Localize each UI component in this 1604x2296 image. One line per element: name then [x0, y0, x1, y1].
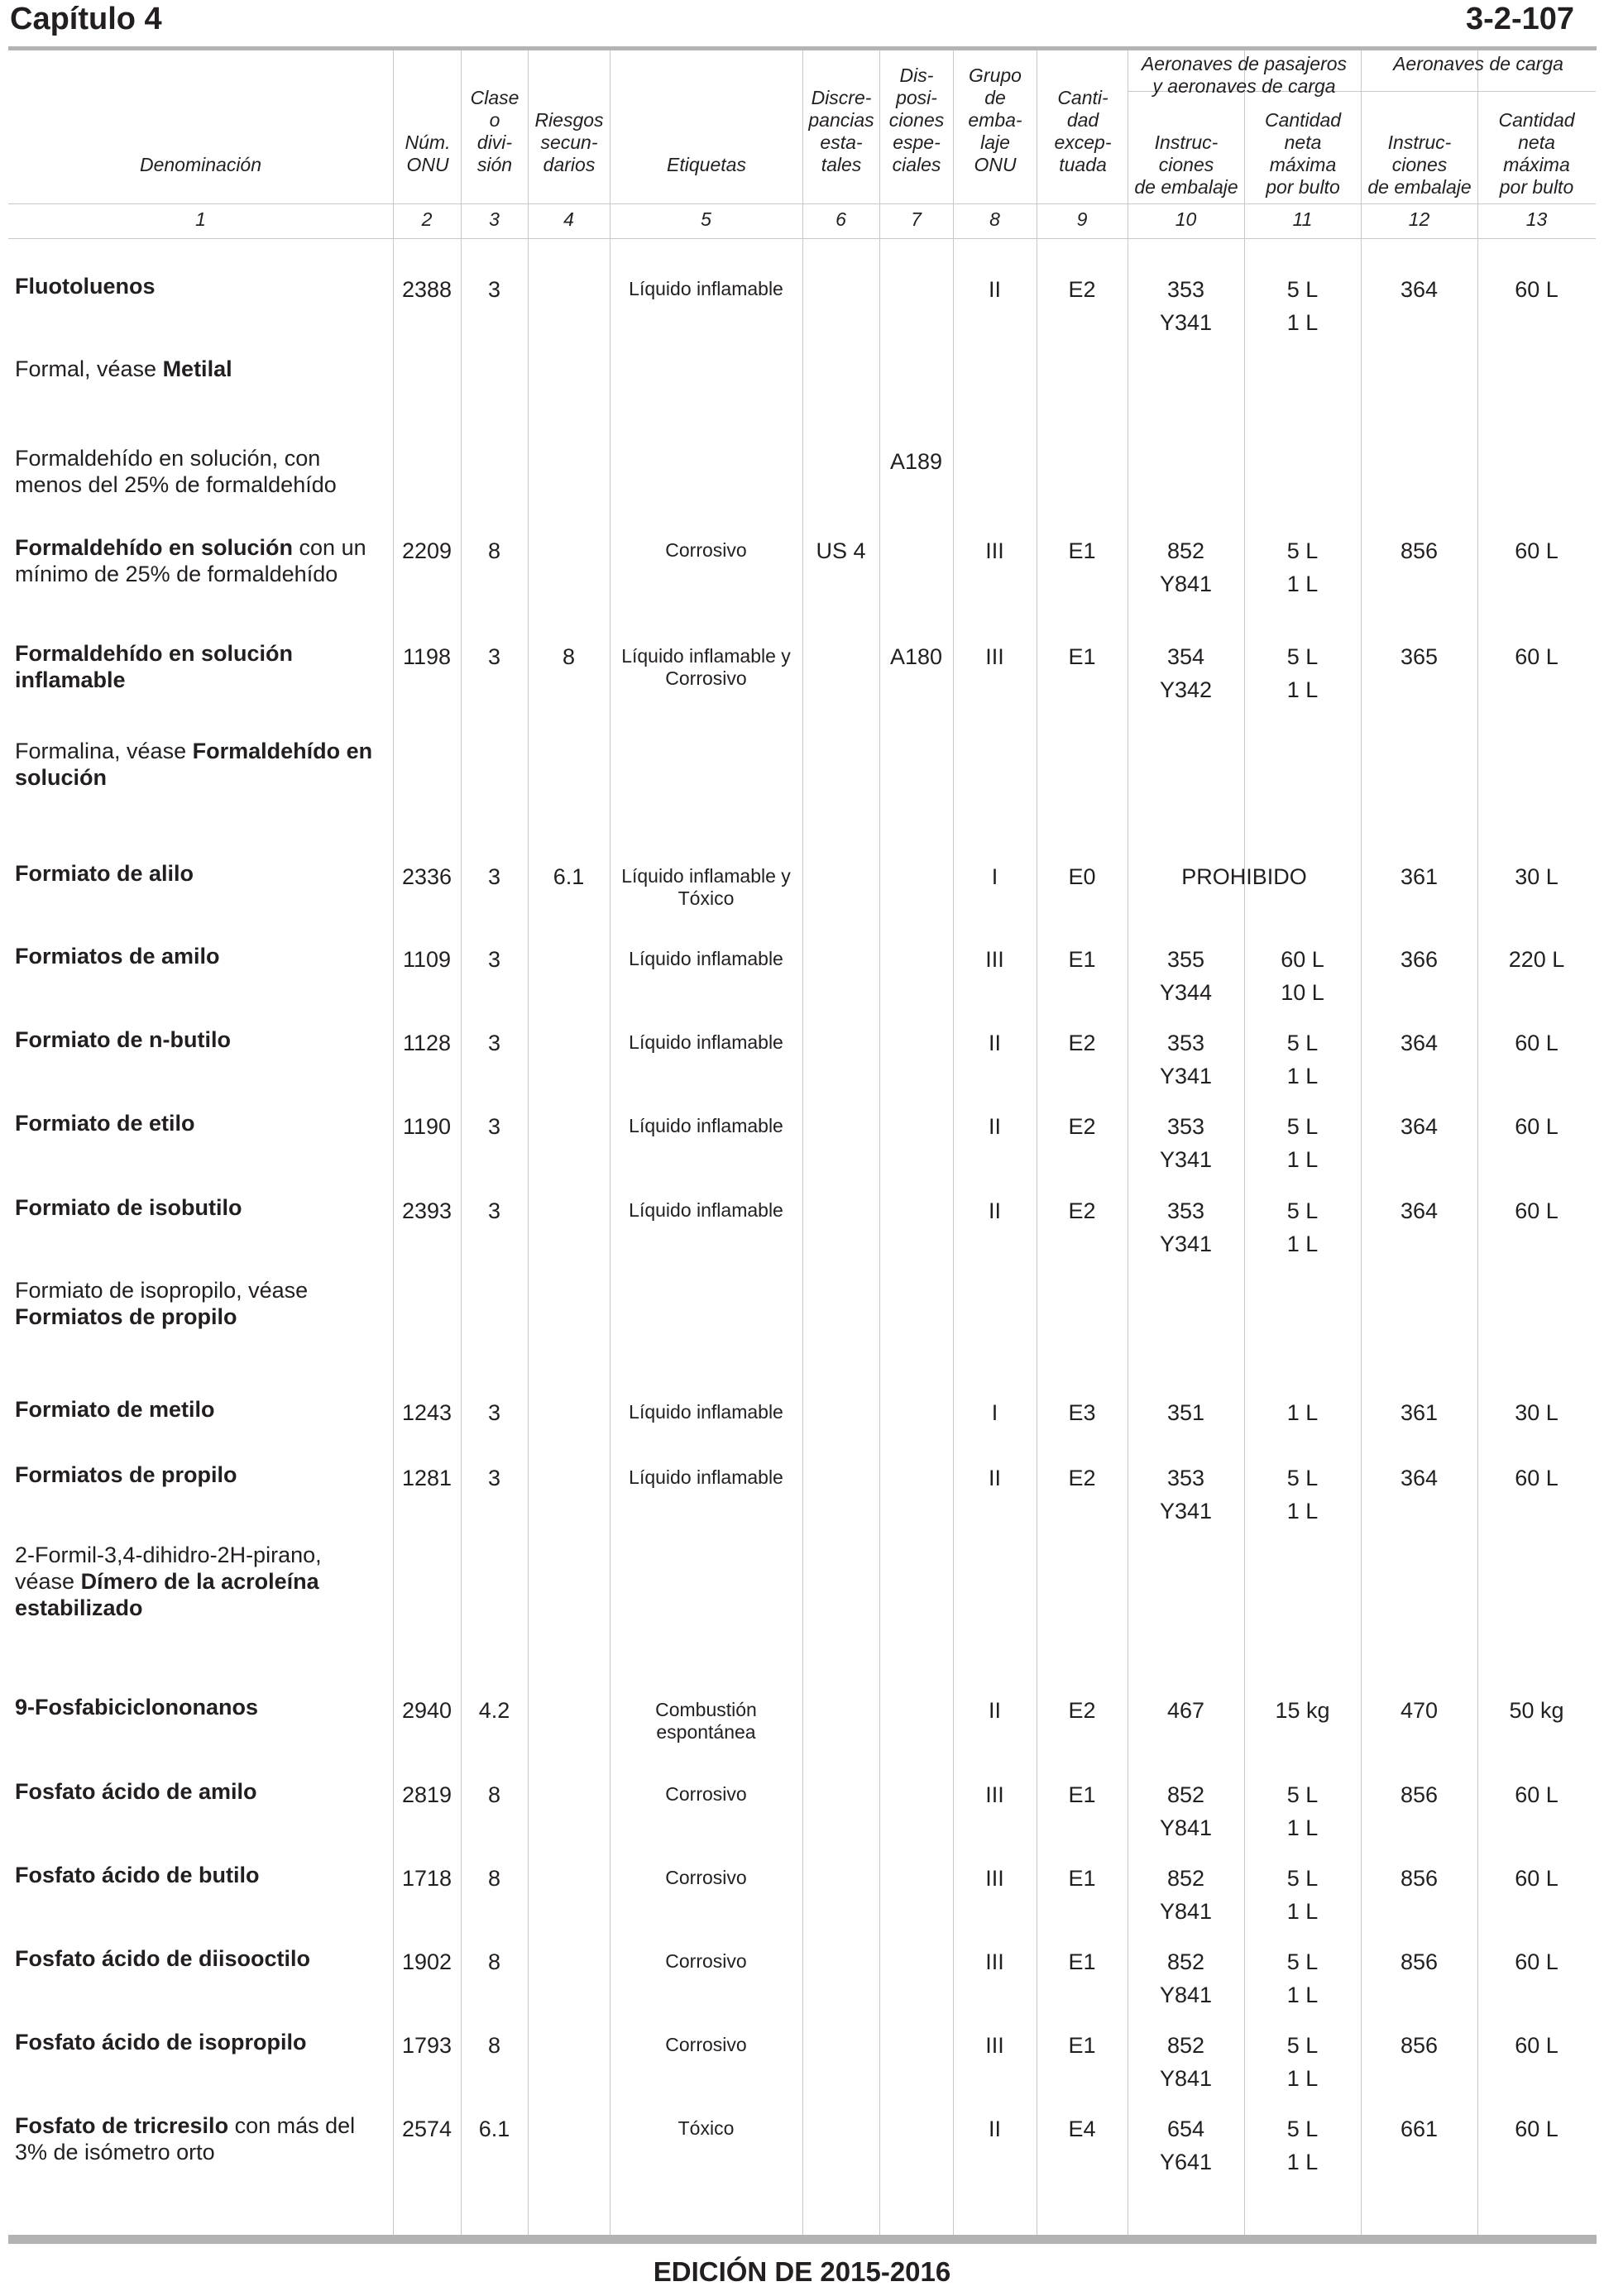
substance-name-bold: Formiato de n-butilo — [15, 1027, 231, 1052]
packing-group: III — [985, 947, 1004, 972]
max-quantity-cargo: 60 L — [1515, 1782, 1559, 1807]
excepted-quantity: E1 — [1068, 2033, 1096, 2058]
substance-name-bold: Formiato de isobutilo — [15, 1195, 242, 1220]
hazard-label: Líquido inflamable y Corrosivo — [621, 645, 791, 689]
header-divider — [8, 203, 1596, 204]
hazard-label: Líquido inflamable — [629, 1199, 783, 1221]
packing-group: III — [985, 2033, 1004, 2058]
substance-name — [15, 1542, 387, 1621]
header-denominacion: Denominación — [139, 154, 262, 175]
substance-name-bold: Fosfato ácido de isopropilo — [15, 2030, 307, 2054]
group-header-cargo: Aeronaves de carga — [1393, 53, 1563, 74]
packing-group: II — [988, 277, 1001, 302]
max-quantity-passenger: 5 L 1 L — [1286, 1466, 1319, 1523]
packing-group: III — [985, 1866, 1004, 1891]
max-quantity-passenger: 5 L 1 L — [1286, 2033, 1319, 2091]
column-number: 12 — [1408, 208, 1430, 230]
substance-name-bold: Dímero de la acroleína estabilizado — [15, 1569, 319, 1620]
packing-instruction-cargo: 364 — [1400, 1198, 1439, 1223]
hazard-label: Líquido inflamable — [629, 278, 783, 299]
substance-name-bold: Formaldehído en solución inflamable — [15, 641, 294, 692]
packing-group: II — [988, 1698, 1001, 1723]
hazard-label: Combustión espontánea — [655, 1699, 757, 1743]
excepted-quantity: E1 — [1068, 1866, 1096, 1891]
packing-instruction-passenger: 353 Y341 — [1159, 1114, 1213, 1172]
packing-instruction-cargo: 364 — [1400, 1031, 1439, 1055]
substance-name-bold: Fluotoluenos — [15, 274, 156, 299]
packing-group: III — [985, 538, 1004, 563]
class-division: 3 — [487, 947, 501, 972]
un-number: 1109 — [402, 947, 452, 972]
substance-name-bold: 9-Fosfabiciclononanos — [15, 1695, 259, 1720]
class-division: 8 — [487, 1949, 501, 1974]
max-quantity-passenger: 1 L — [1286, 1400, 1319, 1425]
packing-group: II — [988, 1114, 1001, 1139]
class-division: 3 — [487, 277, 501, 302]
subsidiary-risk: 6.1 — [553, 864, 585, 889]
packing-instruction-cargo: 470 — [1400, 1698, 1439, 1723]
class-division: 3 — [487, 1466, 501, 1490]
max-quantity-passenger: 60 L 10 L — [1281, 947, 1324, 1005]
max-quantity-cargo: 60 L — [1515, 538, 1559, 563]
hazard-label: Líquido inflamable — [629, 1115, 783, 1136]
max-quantity-cargo: 60 L — [1515, 1466, 1559, 1490]
substance-name — [15, 738, 387, 791]
excepted-quantity: E2 — [1068, 1031, 1096, 1055]
hazard-label: Corrosivo — [665, 539, 747, 561]
class-division: 8 — [487, 538, 501, 563]
column-separator — [802, 50, 803, 2235]
substance-name-bold: Fosfato ácido de butilo — [15, 1863, 260, 1887]
class-division: 3 — [487, 1031, 501, 1055]
un-number: 1281 — [401, 1466, 452, 1490]
substance-name-text: con un mínimo de 25% de formaldehído — [15, 535, 366, 586]
substance-name — [15, 356, 387, 382]
packing-instruction-passenger: 355 Y344 — [1159, 947, 1213, 1005]
max-quantity-cargo: 60 L — [1515, 277, 1559, 302]
substance-name — [15, 2112, 387, 2165]
packing-instruction-passenger: 467 — [1166, 1698, 1205, 1723]
substance-name — [15, 534, 387, 587]
header-instrucciones-pasajeros: Instruc- ciones de embalaje — [1134, 132, 1238, 198]
column-separator — [879, 50, 880, 2235]
un-number: 2819 — [401, 1782, 452, 1807]
prohibited-passenger: PROHIBIDO — [1181, 864, 1307, 889]
max-quantity-cargo: 60 L — [1515, 644, 1559, 669]
packing-instruction-passenger: 852 Y841 — [1159, 538, 1213, 596]
bottom-rule — [8, 2235, 1597, 2244]
class-division: 8 — [487, 1782, 501, 1807]
substance-name-bold: Formiato de alilo — [15, 861, 194, 886]
hazard-label: Líquido inflamable — [629, 1401, 783, 1423]
header-riesgos: Riesgos secun- darios — [534, 109, 604, 175]
header-cantidad-pasajeros: Cantidad neta máxima por bulto — [1264, 109, 1342, 198]
max-quantity-passenger: 5 L 1 L — [1286, 644, 1319, 702]
substance-name — [15, 640, 387, 693]
class-division: 8 — [487, 1866, 501, 1891]
group-header-passenger: Aeronaves de pasajeros y aeronaves de carga — [1141, 53, 1348, 97]
substance-name — [15, 1110, 387, 1136]
packing-group: II — [988, 2117, 1001, 2141]
excepted-quantity: E1 — [1068, 1782, 1096, 1807]
max-quantity-passenger: 5 L 1 L — [1286, 538, 1319, 596]
substance-name-text: con más del 3% de isómetro orto — [15, 2113, 356, 2164]
max-quantity-passenger: 5 L 1 L — [1286, 1031, 1319, 1088]
header-num-onu: Núm. ONU — [405, 132, 451, 175]
state-variation: US 4 — [816, 538, 866, 563]
max-quantity-cargo: 50 kg — [1509, 1698, 1564, 1723]
substance-name-bold: Formaldehído en solución — [15, 739, 373, 790]
excepted-quantity: E0 — [1068, 864, 1096, 889]
un-number: 2388 — [401, 277, 452, 302]
column-number: 3 — [489, 208, 500, 230]
packing-instruction-passenger: 353 Y341 — [1159, 1466, 1213, 1523]
column-number: 7 — [911, 208, 922, 230]
class-division: 3 — [487, 1114, 501, 1139]
un-number: 1243 — [401, 1400, 452, 1425]
excepted-quantity: E2 — [1068, 1114, 1096, 1139]
packing-instruction-passenger: 852 Y841 — [1159, 1782, 1213, 1840]
packing-instruction-passenger: 351 — [1166, 1400, 1205, 1425]
substance-name — [15, 1396, 387, 1423]
header-cantidad-exceptuada: Canti- dad excep- tuada — [1054, 87, 1112, 175]
class-division: 8 — [487, 2033, 501, 2058]
hazard-label: Líquido inflamable y Tóxico — [621, 865, 791, 909]
special-provision: A189 — [889, 449, 943, 474]
un-number: 2209 — [401, 538, 452, 563]
un-number: 1190 — [402, 1114, 452, 1139]
column-number: 6 — [836, 208, 846, 230]
packing-group: II — [988, 1031, 1001, 1055]
excepted-quantity: E3 — [1068, 1400, 1096, 1425]
class-division: 3 — [487, 644, 501, 669]
column-numbers-divider — [8, 238, 1596, 239]
excepted-quantity: E1 — [1068, 1949, 1096, 1974]
packing-instruction-passenger: 852 Y841 — [1159, 1866, 1213, 1924]
max-quantity-passenger: 5 L 1 L — [1286, 1782, 1319, 1840]
class-division: 4.2 — [478, 1698, 510, 1723]
header-disposiciones: Dis- posi- ciones espe- ciales — [888, 65, 945, 175]
header-grupo-embalaje: Grupo de emba- laje ONU — [968, 65, 1022, 175]
substance-name-bold: Formiatos de propilo — [15, 1304, 237, 1329]
column-number: 4 — [563, 208, 574, 230]
substance-name — [15, 860, 387, 887]
excepted-quantity: E1 — [1068, 538, 1096, 563]
column-number: 2 — [421, 208, 433, 230]
substance-name — [15, 1862, 387, 1888]
substance-name-bold: Metilal — [162, 356, 232, 381]
packing-instruction-cargo: 364 — [1400, 277, 1439, 302]
max-quantity-passenger: 5 L 1 L — [1286, 1866, 1319, 1924]
column-number: 5 — [701, 208, 711, 230]
max-quantity-cargo: 30 L — [1515, 864, 1559, 889]
packing-instruction-passenger: 353 Y341 — [1159, 1031, 1213, 1088]
substance-name-text: Formiato de isopropilo, véase — [15, 1278, 309, 1303]
class-division: 3 — [487, 864, 501, 889]
excepted-quantity: E2 — [1068, 1466, 1096, 1490]
packing-group: III — [985, 644, 1004, 669]
un-number: 2574 — [401, 2117, 452, 2141]
packing-instruction-cargo: 361 — [1400, 1400, 1439, 1425]
hazard-label: Líquido inflamable — [629, 948, 783, 969]
class-division: 3 — [487, 1400, 501, 1425]
max-quantity-passenger: 5 L 1 L — [1286, 1198, 1319, 1256]
page-number: 3-2-107 — [1466, 2, 1574, 36]
packing-group: I — [991, 864, 998, 889]
packing-instruction-cargo: 856 — [1400, 1782, 1439, 1807]
un-number: 2393 — [401, 1198, 452, 1223]
column-number: 1 — [195, 208, 206, 230]
un-number: 1198 — [402, 644, 452, 669]
packing-group: III — [985, 1949, 1004, 1974]
substance-name — [15, 1026, 387, 1053]
packing-instruction-passenger: 353 Y341 — [1159, 1198, 1213, 1256]
header-clase: Clase o divi- sión — [470, 87, 520, 175]
column-number: 13 — [1525, 208, 1548, 230]
header-cantidad-carga: Cantidad neta máxima por bulto — [1498, 109, 1575, 198]
excepted-quantity: E1 — [1068, 947, 1096, 972]
substance-name-text: Formaldehído en solución, con menos del 25% de formaldehído — [15, 446, 337, 497]
substance-name-bold: Formiatos de propilo — [15, 1462, 237, 1487]
subsidiary-risk: 8 — [562, 644, 576, 669]
max-quantity-cargo: 60 L — [1515, 2033, 1559, 2058]
packing-instruction-passenger: 353 Y341 — [1159, 277, 1213, 335]
max-quantity-passenger: 5 L 1 L — [1286, 2117, 1319, 2174]
packing-instruction-cargo: 365 — [1400, 644, 1439, 669]
max-quantity-cargo: 220 L — [1508, 947, 1565, 972]
max-quantity-cargo: 60 L — [1515, 1198, 1559, 1223]
substance-name — [15, 1778, 387, 1805]
substance-name-bold: Formaldehído en solución — [15, 535, 294, 560]
edition-footer: EDICIÓN DE 2015-2016 — [653, 2256, 951, 2287]
substance-name-bold: Formiato de metilo — [15, 1397, 215, 1422]
hazard-label: Corrosivo — [665, 1867, 747, 1888]
substance-name-bold: Formiato de etilo — [15, 1111, 195, 1136]
substance-name-bold: Formiatos de amilo — [15, 944, 220, 969]
packing-instruction-cargo: 366 — [1400, 947, 1439, 972]
packing-instruction-cargo: 364 — [1400, 1466, 1439, 1490]
max-quantity-cargo: 60 L — [1515, 1114, 1559, 1139]
packing-instruction-cargo: 856 — [1400, 538, 1439, 563]
substance-name-bold: Fosfato ácido de amilo — [15, 1779, 257, 1804]
max-quantity-cargo: 60 L — [1515, 2117, 1559, 2141]
column-number: 9 — [1076, 208, 1088, 230]
packing-instruction-cargo: 856 — [1400, 1866, 1439, 1891]
packing-group: I — [991, 1400, 998, 1425]
max-quantity-passenger: 15 kg — [1275, 1698, 1330, 1723]
special-provision: A180 — [889, 644, 943, 669]
substance-name — [15, 1194, 387, 1221]
substance-name — [15, 1461, 387, 1488]
hazard-label: Corrosivo — [665, 1783, 747, 1805]
un-number: 2940 — [401, 1698, 452, 1723]
packing-group: II — [988, 1466, 1001, 1490]
excepted-quantity: E2 — [1068, 277, 1096, 302]
substance-name — [15, 445, 387, 498]
max-quantity-cargo: 60 L — [1515, 1949, 1559, 1974]
packing-instruction-cargo: 661 — [1400, 2117, 1439, 2141]
packing-group: II — [988, 1198, 1001, 1223]
un-number: 2336 — [401, 864, 452, 889]
packing-group: III — [985, 1782, 1004, 1807]
substance-name-text: Formalina, véase — [15, 739, 193, 763]
un-number: 1902 — [401, 1949, 452, 1974]
substance-name — [15, 943, 387, 969]
hazard-label: Corrosivo — [665, 1950, 747, 1972]
packing-instruction-cargo: 361 — [1400, 864, 1439, 889]
class-division: 6.1 — [478, 2117, 510, 2141]
excepted-quantity: E2 — [1068, 1198, 1096, 1223]
substance-name — [15, 2029, 387, 2055]
excepted-quantity: E2 — [1068, 1698, 1096, 1723]
packing-instruction-passenger: 354 Y342 — [1159, 644, 1213, 702]
excepted-quantity: E1 — [1068, 644, 1096, 669]
packing-instruction-cargo: 856 — [1400, 1949, 1439, 1974]
hazard-label: Líquido inflamable — [629, 1031, 783, 1053]
excepted-quantity: E4 — [1068, 2117, 1096, 2141]
substance-name — [15, 273, 387, 299]
max-quantity-passenger: 5 L 1 L — [1286, 1114, 1319, 1172]
max-quantity-passenger: 5 L 1 L — [1286, 1949, 1319, 2007]
max-quantity-passenger: 5 L 1 L — [1286, 277, 1319, 335]
header-etiquetas: Etiquetas — [667, 154, 746, 175]
column-separator — [528, 50, 529, 2235]
substance-name-text: Formal, véase — [15, 356, 163, 381]
un-number: 1718 — [401, 1866, 452, 1891]
hazard-label: Corrosivo — [665, 2034, 747, 2055]
column-number: 8 — [989, 208, 1000, 230]
substance-name-bold: Fosfato ácido de diisooctilo — [15, 1946, 311, 1971]
max-quantity-cargo: 60 L — [1515, 1866, 1559, 1891]
max-quantity-cargo: 60 L — [1515, 1031, 1559, 1055]
substance-name — [15, 1945, 387, 1972]
substance-name-bold: Fosfato de tricresilo — [15, 2113, 229, 2138]
hazard-label: Líquido inflamable — [629, 1466, 783, 1488]
substance-name-text: 2-Formil-3,4-dihidro-2H-pirano, véase — [15, 1543, 322, 1594]
header-instrucciones-carga: Instruc- ciones de embalaje — [1367, 132, 1472, 198]
max-quantity-cargo: 30 L — [1515, 1400, 1559, 1425]
packing-instruction-cargo: 856 — [1400, 2033, 1439, 2058]
chapter-title: Capítulo 4 — [10, 2, 162, 36]
column-number: 11 — [1292, 208, 1313, 230]
substance-name — [15, 1694, 387, 1720]
un-number: 1128 — [402, 1031, 452, 1055]
substance-name — [15, 1277, 387, 1330]
un-number: 1793 — [401, 2033, 452, 2058]
column-number: 10 — [1175, 208, 1197, 230]
hazard-label: Tóxico — [678, 2117, 735, 2139]
class-division: 3 — [487, 1198, 501, 1223]
packing-instruction-cargo: 364 — [1400, 1114, 1439, 1139]
packing-instruction-passenger: 852 Y841 — [1159, 2033, 1213, 2091]
packing-instruction-passenger: 852 Y841 — [1159, 1949, 1213, 2007]
header-discrepancias: Discre- pancias esta- tales — [808, 87, 874, 175]
packing-instruction-passenger: 654 Y641 — [1159, 2117, 1213, 2174]
